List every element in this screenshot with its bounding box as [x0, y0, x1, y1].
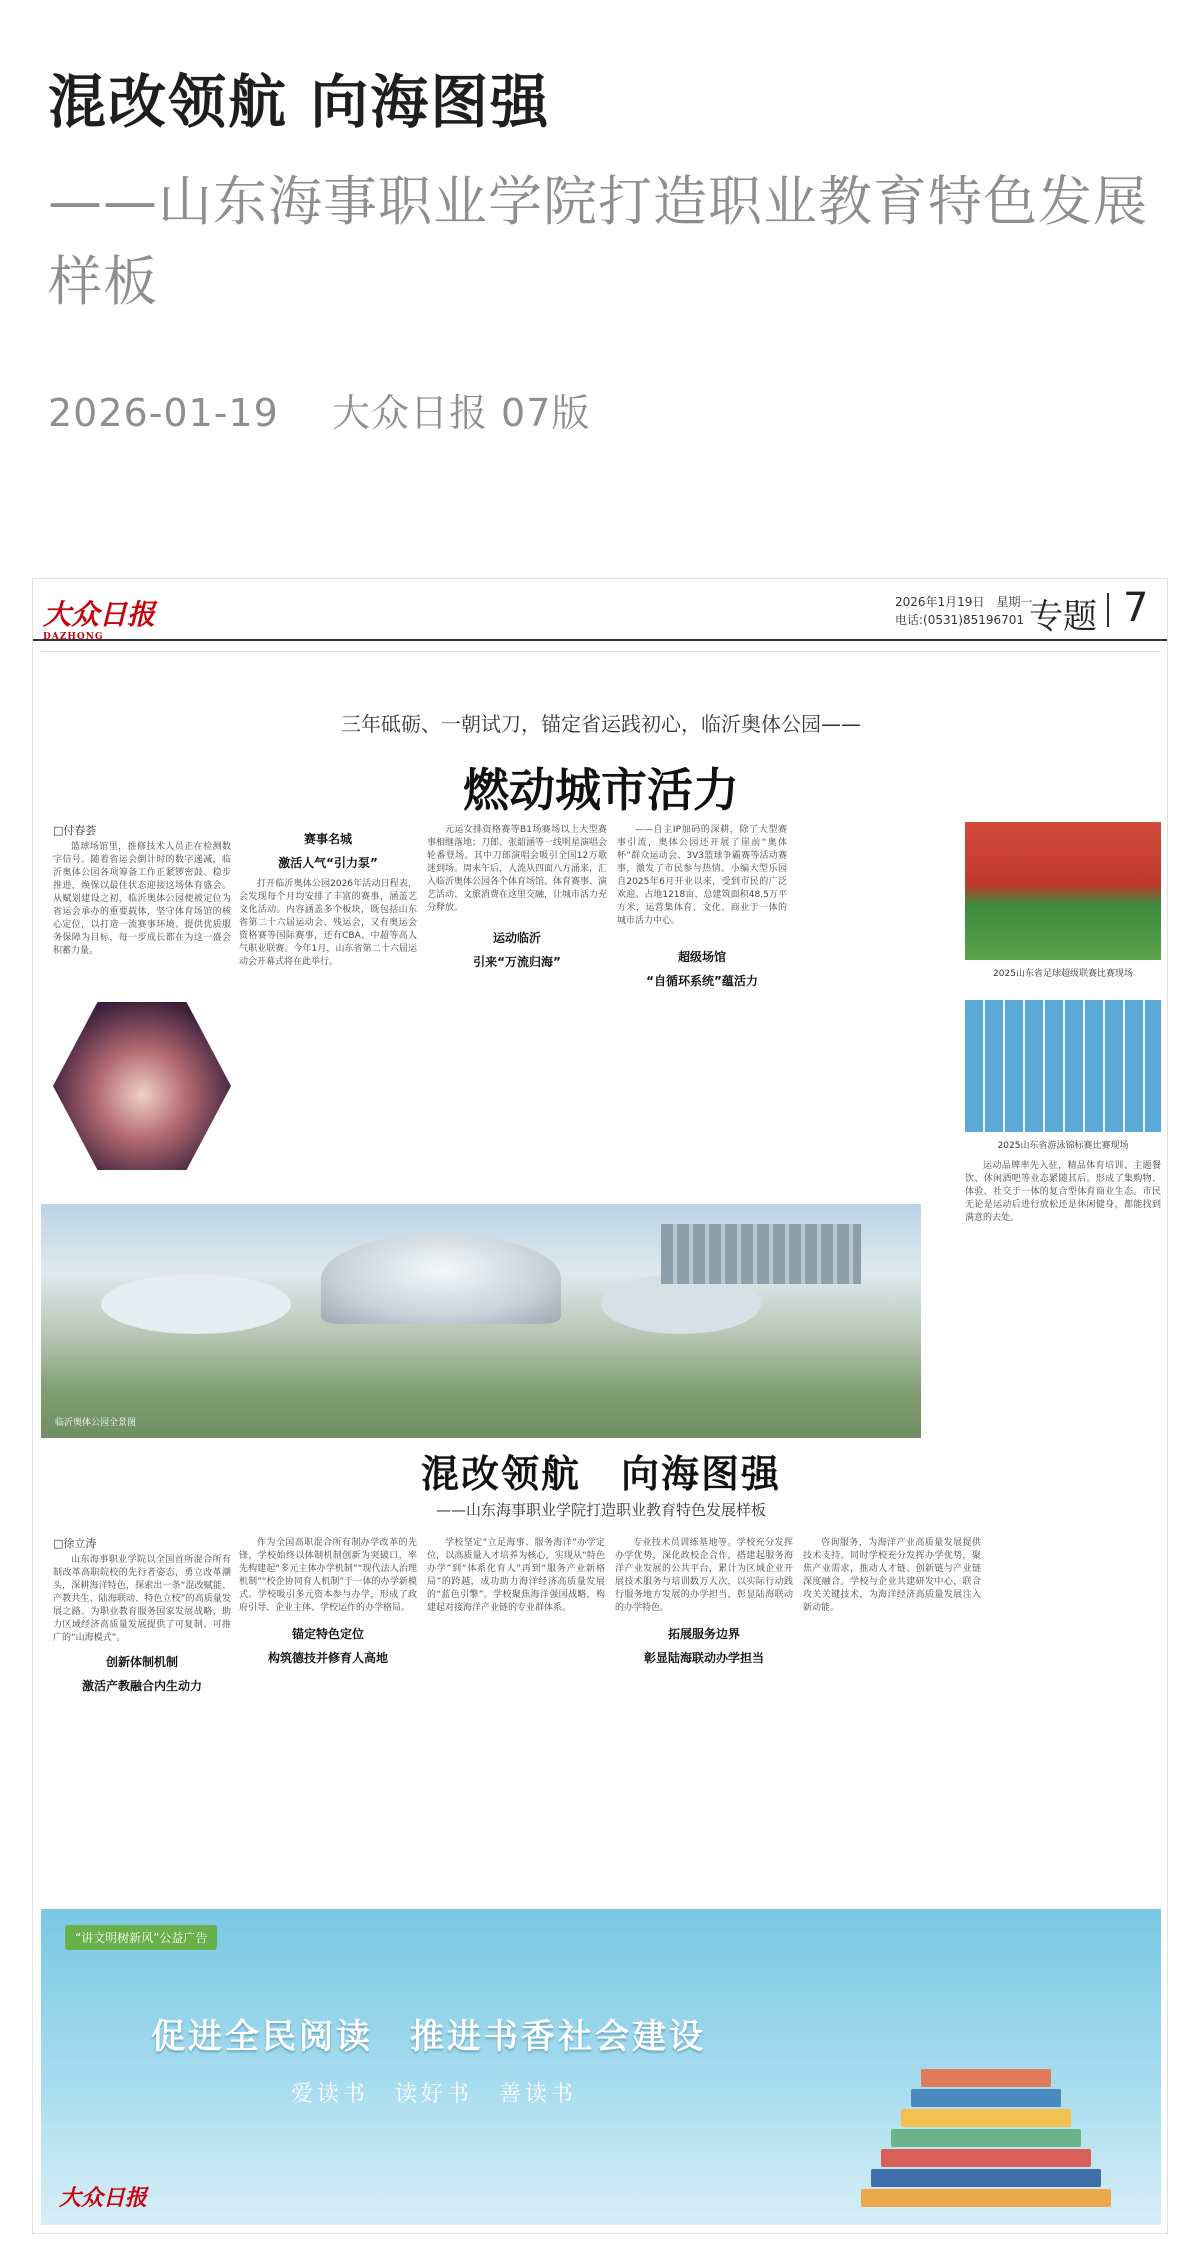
story2-col2-text: 作为全国高职混合所有制办学改革的先锋，学校始终以体制机制创新为突破口，率先构建起“多元主体办学机制”“现代法人治理机制”“校企协同育人机制”于一体的办学新模式。学校吸引多元资本参与办学，形成了政府引导、企业主体、学校运作的办学格局。: [239, 1538, 417, 1613]
article-source: 大众日报 07版: [331, 391, 591, 435]
article-subtitle: ——山东海事职业学院打造职业教育特色发展样板: [48, 170, 1148, 313]
story2-section-heading: 锚定特色定位: [291, 1627, 364, 1641]
masthead-divider: [1107, 593, 1109, 627]
stadium-shape: [321, 1234, 561, 1324]
story2-section-title: 激活产教融合内生动力: [81, 1679, 202, 1693]
ad-newspaper-logo: 大众日报: [59, 2185, 148, 2211]
story1-byline: □付春荟: [53, 824, 97, 837]
story2-column-2: [239, 1537, 417, 1907]
story1-column-2: [239, 824, 417, 1194]
story1-kicker: 三年砥砺、一朝试刀，锚定省运践初心，临沂奥体公园——: [341, 712, 861, 736]
story2-section-title: 构筑德技并修育人高地: [267, 1651, 388, 1665]
story1-column-5: [965, 1160, 1161, 1430]
masthead-page-number: 7: [1123, 585, 1149, 631]
aerial-park-photo: [41, 1204, 921, 1438]
story-olympic-park: [41, 651, 1161, 1437]
story1-section-heading: 运动临沂: [492, 931, 541, 945]
story1-section-heading: 赛事名城: [303, 832, 352, 846]
masthead-date: 2026年1月19日 星期一 电话:(0531)85196701: [895, 595, 1033, 627]
arena-photo: [53, 1002, 231, 1170]
story1-section-heading: 超级场馆: [677, 950, 726, 964]
story1-col2-text: 打开临沂奥体公园2026年活动日程表，会发现每个月均安排了丰富的赛事，涵盖艺文化活动。内容涵盖多个板块，既包括山东省第二十六届运动会、残运会，又有奥运会资格赛等国际赛事，还有CBA、中超等高人气职业联赛。今年1月，山东省第二十六届运动会开幕式将在此举行。: [239, 879, 417, 967]
building-shape: [661, 1224, 861, 1284]
stadium-shape: [101, 1274, 291, 1334]
masthead: [33, 579, 1167, 641]
story2-dek: ——山东海事职业学院打造职业教育特色发展样板: [435, 1501, 766, 1519]
story1-col4-text: ——自主IP加码的深耕，除了大型赛事引流，奥体公园还开展了崖前“奥体杯”群众运动会、3V3篮球争霸赛等活动赛事，激发了市民参与热情。小编大型乐园自2025年6月开业以来，受到市民的广泛欢迎。占地1218亩、总建筑面积48.5万平方米，运营集体育、文化、商业于一体的城市活力中心。: [617, 825, 787, 926]
story2-column-4: [615, 1537, 793, 1907]
story-maritime-college: [41, 1443, 1161, 1923]
swimming-photo: [965, 1000, 1161, 1132]
story2-column-5: [803, 1537, 981, 1907]
story1-section-title: 激活人气“引力泵”: [278, 856, 378, 870]
story1-col5-text: 运动品牌率先入驻，精品体育培训、主题餐饮、休闲酒吧等业态紧随其后。形成了集购物、体验、社交于一体的复合型体育商业生态。市民无论是运动后进行放松还是休闲健身，都能找到满意的去处。: [965, 1161, 1161, 1223]
newspaper-page[interactable]: [32, 578, 1168, 2234]
story2-col5-text: 咨询服务，为海洋产业高质量发展提供技术支持。同时学校充分发挥办学优势，聚焦产业需求，推动人才链、创新链与产业链深度融合。学校与企业共建研发中心，联合攻关关键技术，为海洋经济高质量发展注入新动能。: [803, 1538, 981, 1613]
newspaper-logo: 大众日报 DAZHONG: [43, 598, 156, 642]
story2-section-heading: 创新体制机制: [105, 1655, 178, 1669]
swimming-photo-caption: 2025山东省游泳锦标赛比赛现场: [997, 1141, 1129, 1151]
masthead-section: 专题: [1029, 597, 1097, 637]
story2-col1-text: 山东海事职业学院以全国首所混合所有制改革高职院校的先行者姿态，勇立改革潮头，深耕海洋特色，探索出一条“混改赋能、产教共生、陆海联动、特色立校”的高质量发展之路。为职业教育服务国家发展战略、助力区域经济高质量发展提供了可复制、可推广的“山海模式”。: [53, 1555, 231, 1643]
article-meta: [48, 382, 1158, 437]
aerial-photo-caption: 临沂奥体公园全景图: [55, 1418, 137, 1428]
story2-section-title: 彰显陆海联动办学担当: [643, 1651, 764, 1665]
masthead-phone: 电话:(0531)85196701: [895, 613, 1025, 627]
story1-lead: 篮球场馆里，推修技术人员正在检测数字信号。随着省运会倒计时的数字递减，临沂奥体公园各项筹备工作正紧锣密鼓、稳步推进，焕保以最佳状态迎接这场体育盛会。从赋划建设之初，临沂奥体公园便被定位为省运会承办的重要载体，坚守体育场馆的核心定位，以打造一流赛事环境、提供优质服务保障为目标，每一步成长都在为这一盛会积蓄力量。: [53, 842, 231, 956]
story2-section-heading: 拓展服务边界: [667, 1627, 740, 1641]
story1-section-title: “自循环系统”蕴活力: [646, 974, 758, 988]
ad-slogan: 爱读书 读好书 善读书: [291, 2082, 578, 2107]
public-service-ad: [41, 1909, 1161, 2225]
story2-headline: 混改领航 向海图强: [420, 1451, 781, 1496]
article-header: [48, 60, 1158, 437]
article-date: 2026-01-19: [48, 391, 279, 435]
story1-column-1: [53, 824, 231, 994]
story1-col3-text: 元运女排资格赛等B1场赛场以上大型赛事相继落地；刀郎、张韶涵等一线明星演唱会轮番登场。其中刀郎演唱会吸引全国12万歌迷到场。周末午后，人流从四面八方涌来，汇入临沂奥体公园各个体育场馆。体育赛事、演艺活动、文旅消费在这里交融，让城市活力充分释放。: [427, 825, 607, 913]
story1-section-title: 引来“万流归海”: [473, 955, 561, 969]
football-photo-caption: 2025山东省足球超级联赛比赛现场: [993, 969, 1133, 979]
story2-column-1: [53, 1537, 231, 1907]
story1-headline: 燃动城市活力: [463, 763, 739, 817]
story2-column-3: [427, 1537, 605, 1907]
football-match-photo: [965, 822, 1161, 960]
story1-column-4: [617, 824, 787, 1194]
story1-column-3: [427, 824, 607, 1194]
ad-headline: 促进全民阅读 推进书香社会建设: [151, 2017, 706, 2057]
story2-col4-text: 专业技术员训练基地等。学校充分发挥办学优势，深化政校企合作，搭建起服务海洋产业发展的公共平台，累计为区域企业开展技术服务与培训数万人次，以实际行动践行服务地方发展的办学担当，彰显陆海联动的办学特色。: [615, 1538, 793, 1613]
newspaper-logo-en: DAZHONG: [43, 632, 104, 642]
article-title: 混改领航 向海图强: [48, 68, 551, 136]
ad-tag: “讲文明树新风”公益广告: [65, 1925, 217, 1950]
story2-byline: □徐立涛: [53, 1537, 97, 1550]
story2-col3-text: 学校坚定“立足海事、服务海洋”办学定位，以高质量人才培养为核心，实现从“特色办学”到“体系化育人”再到“服务产业新格局”的跨越，成功助力海洋经济高质量发展的“蓝色引擎”。学校聚焦海洋强国战略，构建起对接海洋产业链的专业群体系。: [427, 1538, 605, 1613]
